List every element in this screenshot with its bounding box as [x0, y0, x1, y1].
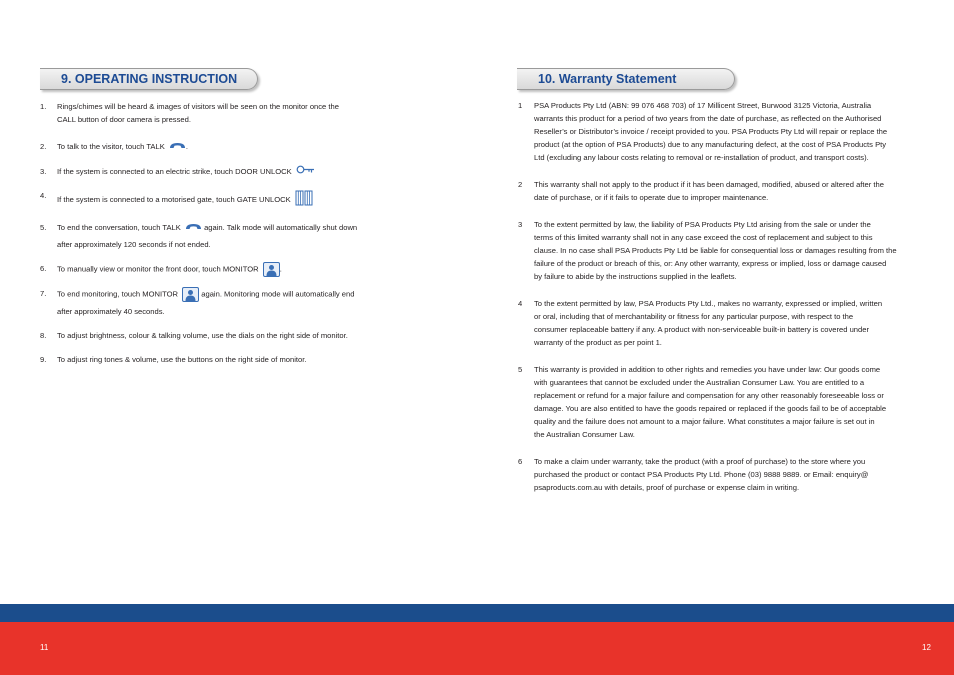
- item-number: 2: [518, 180, 523, 189]
- item-number: 8.: [40, 330, 47, 340]
- item-text: Ltd (excluding any labour costs relating to removal or re-installation of product, and transport costs).: [534, 153, 869, 162]
- instruction-item-6: [40, 262, 400, 277]
- warranty-item-4: [518, 297, 931, 349]
- item-text: To make a claim under warranty, take the product (with a proof of purchase) to the store where you: [534, 457, 866, 466]
- warranty-item-1: [518, 99, 931, 164]
- item-number: 6: [518, 457, 523, 466]
- item-text-end: again. Monitoring mode will automatically end: [201, 289, 355, 298]
- page-number-right: 12: [922, 643, 931, 652]
- item-text: PSA Products Pty Ltd (ABN: 99 076 468 703) of 17 Millicent Street, Burwood 3125 Victoria, Australia: [534, 101, 872, 110]
- item-number: 4.: [40, 191, 47, 200]
- item-number: 1.: [40, 102, 47, 111]
- warranty-item-3: [518, 218, 931, 283]
- item-text: after approximately 120 seconds if not ended.: [57, 239, 211, 249]
- item-text-end: .: [279, 264, 282, 273]
- instruction-item-3: [40, 165, 400, 179]
- item-text: or oral, including that of merchantability or fitness for any particular purpose, with respect to the: [534, 312, 854, 321]
- item-number: 5.: [40, 223, 47, 232]
- item-text: psaproducts.com.au with details, proof of purchase or expense claim in writing.: [534, 483, 800, 492]
- item-text: To talk to the visitor, touch TALK: [57, 142, 165, 151]
- item-text: To the extent permitted by law, PSA Products Pty Ltd., makes no warranty, expressed or implied, written: [534, 299, 883, 308]
- item-text: CALL button of door camera is pressed.: [57, 115, 191, 124]
- page-number-left: 11: [40, 643, 49, 652]
- talk-handset-icon: [169, 141, 189, 154]
- item-text: If the system is connected to an electric strike, touch DOOR UNLOCK: [57, 166, 292, 176]
- warranty-item-6: [518, 455, 931, 494]
- monitor-person-icon: [263, 262, 280, 277]
- item-text: quality and the failure does not amount to a major failure. What constitutes a major failure is set out in: [534, 417, 875, 426]
- monitor-person-icon: [182, 287, 199, 302]
- footer-red-band: [0, 622, 954, 675]
- instruction-item-9: [40, 353, 400, 366]
- item-text: the Australian Consumer Law.: [534, 430, 635, 439]
- warranty-list: [518, 99, 931, 494]
- item-number: 6.: [40, 263, 47, 273]
- item-text: replacement or refund for a major failure and compensation for any other reasonably foreseeable loss or: [534, 391, 884, 400]
- operating-instruction-list: [40, 100, 400, 366]
- item-text: To end the conversation, touch TALK: [57, 223, 181, 232]
- item-number: 1: [518, 101, 523, 110]
- item-text: If the system is connected to a motorised gate, touch GATE UNLOCK: [57, 195, 291, 204]
- item-text: terms of this limited warranty shall not in any case exceed the cost of replacement and subject to this: [534, 233, 873, 242]
- instruction-item-2: [40, 140, 400, 154]
- item-text: damage. You are also entitled to have the goods repaired or replaced if the goods fail to be of acceptable: [534, 404, 887, 413]
- item-text: by failure to abide by the instructions supplied in the leaflets.: [534, 272, 737, 281]
- item-text: This warranty is provided in addition to other rights and remedies you have under law: Our goods come: [534, 365, 881, 374]
- item-text: warrants this product for a period of two years from the date of purchase, as reflected on the Authorised: [534, 114, 882, 123]
- item-number: 7.: [40, 288, 47, 298]
- item-number: 2.: [40, 142, 47, 151]
- instruction-item-7: [40, 287, 400, 318]
- warranty-statement-heading: 10. Warranty Statement: [517, 68, 735, 90]
- door-key-icon: [296, 165, 315, 178]
- item-number: 9.: [40, 354, 47, 364]
- item-text: product (at the option of PSA Products) due to any manufacturing defect, at the cost of PSA Products Pty: [534, 140, 887, 149]
- item-text: To the extent permitted by law, the liability of PSA Products Pty Ltd arising from the sale or under the: [534, 220, 871, 229]
- item-text: failure of the product or breach of this, or: Any other warranty, express or implied, loss or damage caused: [534, 259, 887, 268]
- footer-blue-band: [0, 604, 954, 622]
- item-text: To end monitoring, touch MONITOR: [57, 289, 178, 298]
- item-text: Rings/chimes will be heard & images of visitors will be seen on the monitor once the: [57, 102, 339, 111]
- item-number: 5: [518, 365, 523, 374]
- item-text-end: again. Talk mode will automatically shut down: [204, 223, 358, 232]
- instruction-item-4: [40, 189, 400, 211]
- item-text: To adjust ring tones & volume, use the buttons on the right side of monitor.: [57, 354, 307, 364]
- instruction-item-5: [40, 221, 400, 251]
- item-text: To manually view or monitor the front door, touch MONITOR: [57, 264, 259, 273]
- instruction-item-1: [40, 100, 400, 126]
- gate-icon: [295, 189, 313, 211]
- item-text: clause. In no case shall PSA Products Pty Ltd be liable for consequential loss or damages resulting from the: [534, 246, 897, 255]
- item-text: date of purchase, or if it fails to operate due to improper maintenance.: [534, 193, 769, 202]
- item-text: To adjust brightness, colour & talking volume, use the dials on the right side of monitor.: [57, 330, 348, 340]
- item-number: 4: [518, 299, 523, 308]
- warranty-item-2: [518, 178, 931, 204]
- item-text: This warranty shall not apply to the product if it has been damaged, modified, abused or altered after the: [534, 180, 884, 189]
- item-number: 3: [518, 220, 523, 229]
- item-text: with guarantees that cannot be excluded under the Australian Consumer Law. You are entitled to a: [534, 378, 865, 387]
- operating-instruction-heading: 9. OPERATING INSTRUCTION: [40, 68, 258, 90]
- item-number: 3.: [40, 166, 47, 176]
- item-text: after approximately 40 seconds.: [57, 306, 165, 316]
- item-text: consumer replaceable battery if any. A product with non-serviceable built-in battery is covered under: [534, 325, 870, 334]
- warranty-item-5: [518, 363, 931, 441]
- item-text: warranty of the product as per point 1.: [534, 338, 662, 347]
- talk-handset-icon: [185, 222, 202, 235]
- instruction-item-8: [40, 329, 400, 342]
- item-text: purchased the product or contact PSA Products Pty Ltd. Phone (03) 9888 9889. or Email: enquiry@: [534, 470, 869, 479]
- item-text: Reseller’s or Distributor’s invoice / receipt provided to you. PSA Products Pty Ltd will repair or replace the: [534, 127, 888, 136]
- item-text-end: .: [185, 142, 189, 151]
